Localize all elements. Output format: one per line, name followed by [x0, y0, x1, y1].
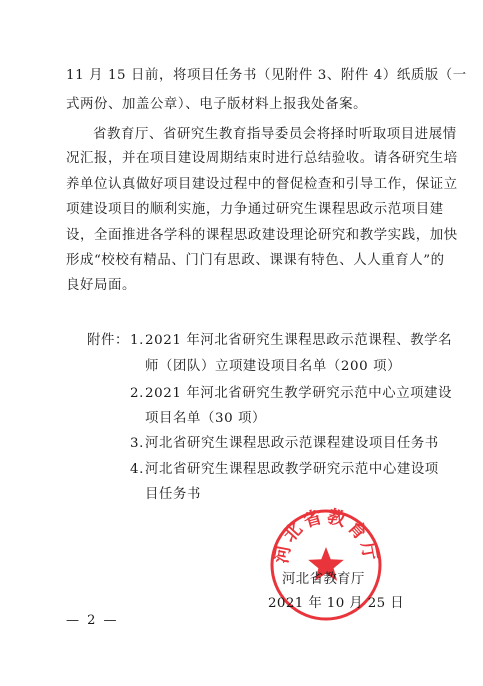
attachment-4-line-2: 目任务书 — [145, 487, 201, 502]
signature-date: 2021 年 10 月 25 日 — [268, 596, 405, 611]
attachment-4-number: 4. — [130, 462, 144, 477]
page-number: — 2 — — [66, 613, 119, 628]
paragraph-1-line-1: 11 月 15 日前，将项目任务书（见附件 3、附件 4）纸质版（一 — [66, 68, 467, 83]
paragraph-1-line-2: 式两份、加盖公章）、电子版材料上报我处备案。 — [66, 97, 368, 112]
paragraph-2-line-7: 良好局面。 — [66, 278, 136, 293]
paragraph-2-line-3: 养单位认真做好项目建设过程中的督促检查和引导工作，保证立 — [66, 177, 458, 192]
attachment-1-line-2: 师（团队）立项建设项目名单（200 项） — [145, 359, 402, 374]
signature-organization: 河北省教育厅 — [282, 572, 365, 587]
seal-lettering: 河北省教育厅 — [270, 507, 382, 566]
paragraph-2-line-5: 设，全面推进各学科的课程思政建设理论研究和教学实践，加快 — [66, 228, 458, 243]
attachments-label: 附件： — [87, 333, 129, 348]
attachment-2-line-1: 2021 年河北省研究生教学研究示范中心立项建设 — [145, 386, 453, 401]
attachment-4-line-1: 河北省研究生课程思政教学研究示范中心建设项 — [145, 462, 439, 477]
attachment-2-number: 2. — [130, 386, 144, 401]
paragraph-2-line-4: 项建设项目的顺利实施，力争通过研究生课程思政示范项目建 — [66, 202, 444, 217]
attachment-2-line-2: 项目名单（30 项） — [145, 411, 267, 426]
paragraph-2-line-6: 形成“校校有精品、门门有思政、课课有特色、人人重育人”的 — [66, 253, 445, 268]
attachment-1-number: 1. — [130, 333, 144, 348]
attachment-3-number: 3. — [130, 436, 144, 451]
attachment-3-line-1: 河北省研究生课程思政示范课程建设项目任务书 — [145, 436, 439, 451]
attachment-1-line-1: 2021 年河北省研究生课程思政示范课程、教学名 — [145, 333, 453, 348]
paragraph-2-line-1: 省教育厅、省研究生教育指导委员会将择时听取项目进展情 — [93, 127, 457, 142]
paragraph-2-line-2: 况汇报，并在项目建设周期结束时进行总结验收。请各研究生培 — [66, 151, 458, 166]
